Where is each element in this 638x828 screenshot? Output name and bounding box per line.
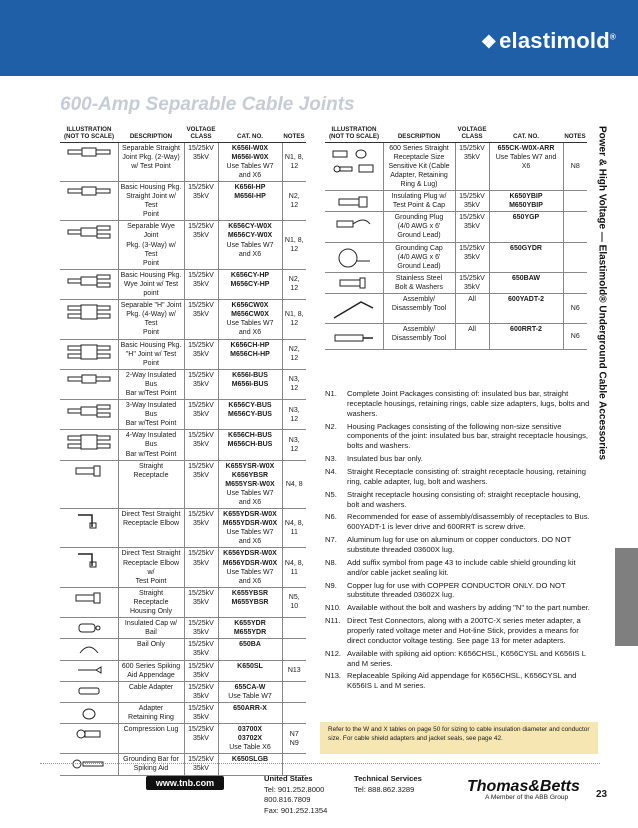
catalog-number-cell: K656CY-W0X M656CY-W0X Use Tables W7 and X6 (218, 221, 282, 269)
notes-cell (563, 272, 587, 293)
notes-cell: N6 (563, 294, 587, 324)
note-item: N11. Direct Test Connectors, along with a 200TC-X series meter adapter, a properly rated voltage meter and Hot-line Stick, provides a means for direct conductor voltage testing. See page 13 for meter adapters. (325, 616, 581, 645)
description-cell: Grounding Plug (4/0 AWG x 6' Ground Lead) (383, 212, 455, 242)
cap-icon (60, 618, 118, 639)
description-cell: Basic Housing Pkg. Straight Joint w/ Test Point (118, 182, 184, 221)
voltage-cell: All (455, 324, 489, 350)
description-cell: Direct Test Straight Receptacle Elbow (118, 509, 184, 548)
catalog-number-cell: K656CW0X M656CW0X Use Tables W7 and X6 (218, 300, 282, 339)
header-description: DESCRIPTION (383, 127, 455, 142)
catalog-number-cell: K656I-HP M656I-HP (218, 182, 282, 221)
description-cell: 3-Way Insulated Bus Bar w/Test Point (118, 400, 184, 430)
catalog-number-cell: K655YBSR M655YBSR (218, 587, 282, 617)
voltage-cell: 15/25kV 35kV (184, 681, 218, 702)
description-cell: Separable Straight Joint Pkg. (2-Way) w/ Test Point (118, 142, 184, 181)
header-banner (0, 0, 638, 76)
voltage-cell: 15/25kV 35kV (184, 618, 218, 639)
table-row (60, 269, 306, 299)
voltage-cell: 15/25kV 35kV (184, 460, 218, 508)
note-item: N5. Straight receptacle housing consisting of: straight receptacle housing, bolt and washers. (325, 489, 581, 509)
description-cell: 4-Way Insulated Bus Bar w/Test Point (118, 430, 184, 460)
table-row (325, 324, 587, 350)
voltage-cell: 15/25kV 35kV (184, 369, 218, 399)
note-item: N6. Recommended for ease of assembly/disassembly of receptacles to Bus. 600YADT-1 is lever drive and 600RRT is screw drive. (325, 512, 590, 532)
h-icon (60, 300, 118, 339)
note-item: N2. Housing Packages consisting of the following non-size sensitive components of the joint: insulated bus bar, straight receptacle housings, bolts and washers. (325, 421, 589, 451)
thomas-betts-logo: Thomas&Betts (467, 778, 580, 795)
catalog-number-cell: K656CH-BUS M656CH-BUS (218, 430, 282, 460)
table-row (60, 639, 306, 660)
table-row (60, 618, 306, 639)
description-cell: Stainless Steel Bolt & Washers (383, 272, 455, 293)
notes-cell (563, 191, 587, 212)
description-cell: Cable Adapter (118, 681, 184, 702)
table-row (60, 369, 306, 399)
catalog-number-cell: K650YBIP M650YBIP (489, 191, 563, 212)
voltage-cell: 15/25kV 35kV (184, 509, 218, 548)
notes-cell: N4, 8, 11 (282, 509, 306, 548)
voltage-cell: 15/25kV 35kV (184, 339, 218, 369)
voltage-cell: 15/25kV 35kV (184, 221, 218, 269)
voltage-cell: 15/25kV 35kV (184, 702, 218, 723)
product-table-right (325, 127, 587, 350)
voltage-cell: 15/25kV 35kV (184, 587, 218, 617)
table-row (60, 681, 306, 702)
header-notes: NOTES (282, 127, 306, 142)
description-cell: Insulating Plug w/ Test Point & Cap (383, 191, 455, 212)
header-illustration: ILLUSTRATION (NOT TO SCALE) (60, 127, 118, 142)
table-row (60, 587, 306, 617)
voltage-cell: 15/25kV 35kV (184, 269, 218, 299)
description-cell: Grounding Cap (4/0 AWG x 6' Ground Lead) (383, 242, 455, 272)
notes-cell: N6 (563, 324, 587, 350)
description-cell: Compression Lug (118, 724, 184, 754)
notes-cell (563, 212, 587, 242)
table-row (60, 142, 306, 181)
table-row (60, 548, 306, 587)
catalog-number-cell: K656CY-BUS M656CY-BUS (218, 400, 282, 430)
description-cell: Adapter Retaining Ring (118, 702, 184, 723)
table-row (60, 182, 306, 221)
lug-icon (60, 724, 118, 754)
table-row (60, 400, 306, 430)
voltage-cell: 15/25kV 35kV (184, 182, 218, 221)
description-cell: 600 Series Straight Receptacle Size Sensitive Kit (Cable Adapter, Retaining Ring & Lug) (383, 142, 455, 190)
table-row (60, 221, 306, 269)
catalog-number-cell: 650BA (218, 639, 282, 660)
catalog-number-cell: 650ARR-X (218, 702, 282, 723)
bolt-icon (325, 272, 383, 293)
description-cell: Straight Receptacle Housing Only (118, 587, 184, 617)
joint-icon (60, 142, 118, 181)
catalog-number-cell: K656CY-HP M656CY-HP (218, 269, 282, 299)
description-cell: Insulated Cap w/ Bail (118, 618, 184, 639)
catalog-number-cell: K656YDSR-W0X M656YDSR-W0X Use Tables W7 and X6 (218, 548, 282, 587)
description-cell: Basic Housing Pkg. Wye Joint w/ Test point (118, 269, 184, 299)
note-item: N1. Complete Joint Packages consisting of: insulated bus bar, straight receptacle housings, retaining rings, cable size adapters, lugs, bolts and washers. (325, 389, 590, 418)
table-row (60, 724, 306, 754)
ring-icon (60, 702, 118, 723)
catalog-number-cell: 655CA-W Use Table W7 (218, 681, 282, 702)
header-catalog: CAT. NO. (218, 127, 282, 142)
catalog-number-cell: K656I-W0X M656I-W0X Use Tables W7 and X6 (218, 142, 282, 181)
us-contact: United States Tel: 901.252.8000 800.816.7809 Fax: 901.252.1354 (264, 774, 328, 815)
voltage-cell: 15/25kV 35kV (184, 430, 218, 460)
voltage-cell: 15/25kV 35kV (184, 142, 218, 181)
table-row (325, 272, 587, 293)
note-item: N7. Aluminum lug for use on aluminum or copper conductors. DO NOT substitute threaded 03600X lug. (325, 535, 571, 555)
voltage-cell: 15/25kV 35kV (184, 548, 218, 587)
catalog-number-cell: 655CK-W0X-ARR Use Tables W7 and X6 (489, 142, 563, 190)
notes-cell: N1, 8, 12 (282, 300, 306, 339)
recept-icon (60, 460, 118, 508)
notes-cell: N13 (282, 660, 306, 681)
notes-cell: N2, 12 (282, 182, 306, 221)
note-item: N12. Available with spiking aid option: K656CHSL, K656CYSL and K656IS L and M series. (325, 648, 586, 668)
description-cell: 2-Way Insulated Bus Bar w/Test Point (118, 369, 184, 399)
plug-icon (325, 191, 383, 212)
catalog-number-cell: K656CH-HP M656CH-HP (218, 339, 282, 369)
h-icon (60, 339, 118, 369)
note-item: N10. Available without the bolt and washers by adding "N" to the part number. (325, 603, 590, 613)
kit-icon (325, 142, 383, 190)
brand-mark: ® (609, 32, 616, 42)
header-voltage: VOLTAGE CLASS (455, 127, 489, 142)
notes-cell: N5, 10 (282, 587, 306, 617)
bail-icon (60, 639, 118, 660)
description-cell: Basic Housing Pkg. "H" Joint w/ Test Point (118, 339, 184, 369)
diamond-logo-icon: ❖ (480, 32, 498, 52)
tool2-icon (325, 324, 383, 350)
voltage-cell: 15/25kV 35kV (455, 142, 489, 190)
spike-icon (60, 660, 118, 681)
catalog-number-cell: 600YADT-2 (489, 294, 563, 324)
product-table-left (60, 127, 306, 776)
notes-cell: N7 N9 (282, 724, 306, 754)
table-row (325, 242, 587, 272)
header-illustration: ILLUSTRATION (NOT TO SCALE) (325, 127, 383, 142)
catalog-number-cell: 650GYDR (489, 242, 563, 272)
page-title: 600-Amp Separable Cable Joints (60, 94, 355, 115)
notes-cell: N3, 12 (282, 430, 306, 460)
notes-cell (282, 681, 306, 702)
voltage-cell: 15/25kV 35kV (184, 400, 218, 430)
description-cell: Straight Receptacle (118, 460, 184, 508)
description-cell: 600 Series Spiking Aid Appendage (118, 660, 184, 681)
joint-icon (60, 182, 118, 221)
table-row (60, 460, 306, 508)
note-item: N4. Straight Receptacle consisting of: straight receptacle housing, retaining ring, cable adapter, lug, bolt and washers. (325, 467, 586, 486)
catalog-number-cell: 650BAW (489, 272, 563, 293)
voltage-cell: 15/25kV 35kV (184, 724, 218, 754)
side-tab-marker (615, 548, 638, 646)
catalog-number-cell: K655YDR M655YDR (218, 618, 282, 639)
table-row (60, 754, 306, 775)
wye-icon (60, 269, 118, 299)
notes-cell (282, 754, 306, 775)
notes-cell: N2, 12 (282, 339, 306, 369)
header-voltage: VOLTAGE CLASS (184, 127, 218, 142)
note-item: N3. Insulated bus bar only. (325, 454, 423, 464)
header-description: DESCRIPTION (118, 127, 184, 142)
description-cell: Assembly/ Disassembly Tool (383, 324, 455, 350)
catalog-number-cell: K656I-BUS M656I-BUS (218, 369, 282, 399)
catalog-number-cell: 03700X 03702X Use Table X6 (218, 724, 282, 754)
voltage-cell: 15/25kV 35kV (184, 639, 218, 660)
elbow-icon (60, 548, 118, 587)
description-cell: Separable "H" Joint Pkg. (4-Way) w/ Test Point (118, 300, 184, 339)
adapter-icon (60, 681, 118, 702)
table-row (60, 660, 306, 681)
notes-cell: N1, 8, 12 (282, 142, 306, 181)
joint-icon (60, 369, 118, 399)
table-row (60, 509, 306, 548)
header-notes: NOTES (563, 127, 587, 142)
table-row (325, 191, 587, 212)
voltage-cell: 15/25kV 35kV (455, 242, 489, 272)
notes-cell: N4, 8 (282, 460, 306, 508)
catalog-number-cell: 600RRT-2 (489, 324, 563, 350)
table-row (60, 339, 306, 369)
table-row (60, 300, 306, 339)
note-item: N13. Replaceable Spiking Aid appendage for K656CHSL, K656CYSL and K656IS L and M series. (325, 671, 577, 691)
website-link[interactable]: www.tnb.com (146, 776, 224, 790)
voltage-cell: All (455, 294, 489, 324)
description-cell: Separable Wye Joint Pkg. (3-Way) w/ Test Point (118, 221, 184, 269)
voltage-cell: 15/25kV 35kV (455, 272, 489, 293)
notes-cell: N3, 12 (282, 400, 306, 430)
note-item: N9. Copper lug for use with COPPER CONDUCTOR ONLY. DO NOT substitute threaded 03602X lug. (325, 580, 566, 600)
catalog-number-cell: K650SLGB (218, 754, 282, 775)
footer-divider (40, 763, 600, 764)
voltage-cell: 15/25kV 35kV (184, 300, 218, 339)
catalog-number-cell: K650SL (218, 660, 282, 681)
catalog-number-cell: K655YSR-W0X K656YBSR M655YSR-W0X Use Tables W7 and X6 (218, 460, 282, 508)
table-row (325, 294, 587, 324)
note-item: N8. Add suffix symbol from page 43 to include cable shield grounding kit and/or cable jacket sealing kit. (325, 557, 576, 577)
gplug-icon (325, 212, 383, 242)
table-row (60, 430, 306, 460)
notes-cell: N1, 8, 12 (282, 221, 306, 269)
notes-cell: N8 (563, 142, 587, 190)
notes-cell (282, 618, 306, 639)
catalog-number-cell: 650YGP (489, 212, 563, 242)
reference-box: Refer to the W and X tables on page 50 for sizing to cable insulation diameter and conductor size. For cable shield adapters and jacket seals, see page 42. (320, 722, 598, 754)
table-row (325, 212, 587, 242)
table-row (325, 142, 587, 190)
voltage-cell: 15/25kV 35kV (184, 754, 218, 775)
elastimold-logo (481, 28, 616, 54)
notes-cell: N4, 8, 11 (282, 548, 306, 587)
notes-cell: N3, 12 (282, 369, 306, 399)
table-row (60, 702, 306, 723)
notes-cell: N2, 12 (282, 269, 306, 299)
description-cell: Assembly/ Disassembly Tool (383, 294, 455, 324)
page-number: 23 (596, 789, 608, 800)
description-cell: Grounding Bar for Spiking Aid (118, 754, 184, 775)
gbar-icon (60, 754, 118, 775)
notes-cell (282, 639, 306, 660)
wye-icon (60, 400, 118, 430)
description-cell: Direct Test Straight Receptacle Elbow w/ Test Point (118, 548, 184, 587)
brand-name: elastimold (499, 28, 610, 53)
abb-tagline: A Member of the ABB Group (485, 794, 569, 801)
header-catalog: CAT. NO. (489, 127, 563, 142)
notes-cell (563, 242, 587, 272)
side-section-label: Power & High Voltage — Elastimold® Underground Cable Accessories (596, 125, 608, 460)
wye-icon (60, 221, 118, 269)
voltage-cell: 15/25kV 35kV (184, 660, 218, 681)
notes-list (325, 389, 593, 694)
notes-cell (282, 702, 306, 723)
tool-icon (325, 294, 383, 324)
gcap-icon (325, 242, 383, 272)
description-cell: Bail Only (118, 639, 184, 660)
voltage-cell: 15/25kV 35kV (455, 212, 489, 242)
tech-services-contact: Technical Services Tel: 888.862.3289 (354, 774, 422, 794)
catalog-number-cell: K655YDSR-W0X M655YDSR-W0X Use Tables W7 and X6 (218, 509, 282, 548)
recept-icon (60, 587, 118, 617)
h-icon (60, 430, 118, 460)
elbow-icon (60, 509, 118, 548)
voltage-cell: 15/25kV 35kV (455, 191, 489, 212)
